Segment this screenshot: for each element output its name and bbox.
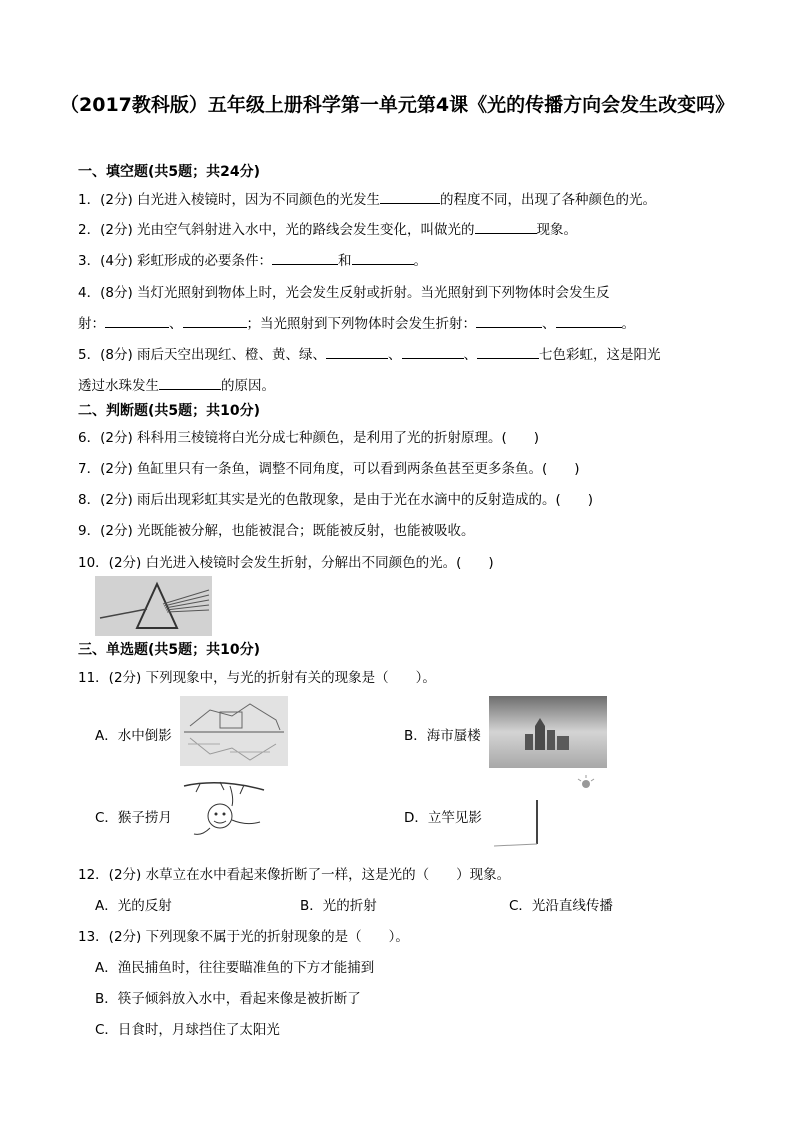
question-3-text-a: 3．(4分) 彩虹形成的必要条件： — [78, 253, 273, 269]
page-title: （2017教科版）五年级上册科学第一单元第4课《光的传播方向会发生改变吗》 — [60, 94, 735, 116]
answer-blank[interactable] — [183, 315, 247, 328]
question-4-text-c: 、 — [169, 316, 183, 332]
question-1-text-b: 的程度不同，出现了各种颜色的光。 — [440, 192, 657, 208]
q13-option-b[interactable]: B．筷子倾斜放入水中，看起来像是被折断了 — [95, 991, 361, 1007]
question-5-text-c: 、 — [463, 347, 478, 363]
reflection-image — [180, 696, 288, 766]
question-5-text-d: 七色彩虹，这是阳光 — [539, 347, 661, 363]
question-3-text-b: 和 — [338, 253, 352, 269]
option-b[interactable]: B．海市蜃楼 — [404, 728, 481, 744]
question-3-text-c: 。 — [413, 253, 428, 269]
question-4-text-f: 。 — [621, 316, 635, 332]
question-2 — [78, 218, 577, 238]
monkey-image — [180, 776, 268, 840]
q12-option-a[interactable]: A．光的反射 — [95, 898, 172, 914]
question-10: 10．(2分) 白光进入棱镜时会发生折射，分解出不同颜色的光。( ) — [78, 555, 494, 571]
question-5-line-2 — [78, 374, 275, 394]
question-5-text-f: 的原因。 — [221, 378, 275, 394]
question-8: 8．(2分) 雨后出现彩虹其实是光的色散现象，是由于光在水滴中的反射造成的。( ) — [78, 492, 594, 508]
q12-option-b[interactable]: B．光的折射 — [300, 898, 377, 914]
question-1 — [78, 188, 656, 208]
section-single-choice: 三、单选题(共5题；共10分) — [78, 642, 261, 658]
question-6: 6．(2分) 科科用三棱镜将白光分成七种颜色，是利用了光的折射原理。( ) — [78, 430, 540, 446]
q13-option-c[interactable]: C．日食时，月球挡住了太阳光 — [95, 1022, 280, 1038]
question-9: 9．(2分) 光既能被分解，也能被混合；既能被反射，也能被吸收。 — [78, 523, 475, 539]
answer-blank[interactable] — [476, 315, 542, 328]
section-fill-in: 一、填空题(共5题；共24分) — [78, 164, 261, 180]
prism-image — [95, 576, 212, 636]
answer-blank[interactable] — [105, 315, 169, 328]
option-a[interactable]: A．水中倒影 — [95, 728, 172, 744]
question-12: 12．(2分) 水草立在水中看起来像折断了一样，这是光的（ ）现象。 — [78, 867, 511, 883]
question-4-text-d: ；当光照射到下列物体时会发生折射： — [246, 316, 476, 332]
option-d[interactable]: D．立竿见影 — [404, 810, 482, 826]
question-2-text-a: 2．(2分) 光由空气斜射进入水中，光的路线会发生变化，叫做光的 — [78, 222, 475, 238]
pole-shadow-image — [494, 798, 544, 848]
question-7: 7．(2分) 鱼缸里只有一条鱼，调整不同角度，可以看到两条鱼甚至更多条鱼。( ) — [78, 461, 580, 477]
mirage-image — [489, 696, 607, 768]
section-true-false: 二、判断题(共5题；共10分) — [78, 403, 261, 419]
answer-blank[interactable] — [402, 346, 464, 359]
question-4-text-e: 、 — [542, 316, 556, 332]
question-5-text-a: 5．(8分) 雨后天空出现红、橙、黄、绿、 — [78, 347, 327, 363]
question-5-text-e: 透过水珠发生 — [78, 378, 159, 394]
question-13: 13．(2分) 下列现象不属于光的折射现象的是（ ）。 — [78, 929, 409, 945]
question-11: 11．(2分) 下列现象中，与光的折射有关的现象是（ ）。 — [78, 670, 436, 686]
question-4-line-2 — [78, 312, 635, 332]
question-2-text-b: 现象。 — [536, 222, 578, 238]
answer-blank[interactable] — [556, 315, 622, 328]
answer-blank[interactable] — [380, 191, 440, 204]
question-3 — [78, 249, 427, 269]
q12-option-c[interactable]: C．光沿直线传播 — [509, 898, 613, 914]
sun-icon — [574, 774, 598, 788]
answer-blank[interactable] — [272, 252, 338, 265]
answer-blank[interactable] — [475, 221, 537, 234]
question-5-text-b: 、 — [388, 347, 402, 363]
question-4-line-1: 4．(8分) 当灯光照射到物体上时，光会发生反射或折射。当光照射到下列物体时会发生反 — [78, 285, 610, 301]
question-1-text-a: 1．(2分) 白光进入棱镜时，因为不同颜色的光发生 — [78, 192, 381, 208]
option-c[interactable]: C．猴子捞月 — [95, 810, 172, 826]
q13-option-a[interactable]: A．渔民捕鱼时，往往要瞄准鱼的下方才能捕到 — [95, 960, 375, 976]
answer-blank[interactable] — [159, 377, 221, 390]
question-4-text-b: 射： — [78, 316, 105, 332]
answer-blank[interactable] — [352, 252, 414, 265]
answer-blank[interactable] — [326, 346, 388, 359]
answer-blank[interactable] — [477, 346, 539, 359]
question-5-line-1 — [78, 343, 661, 363]
